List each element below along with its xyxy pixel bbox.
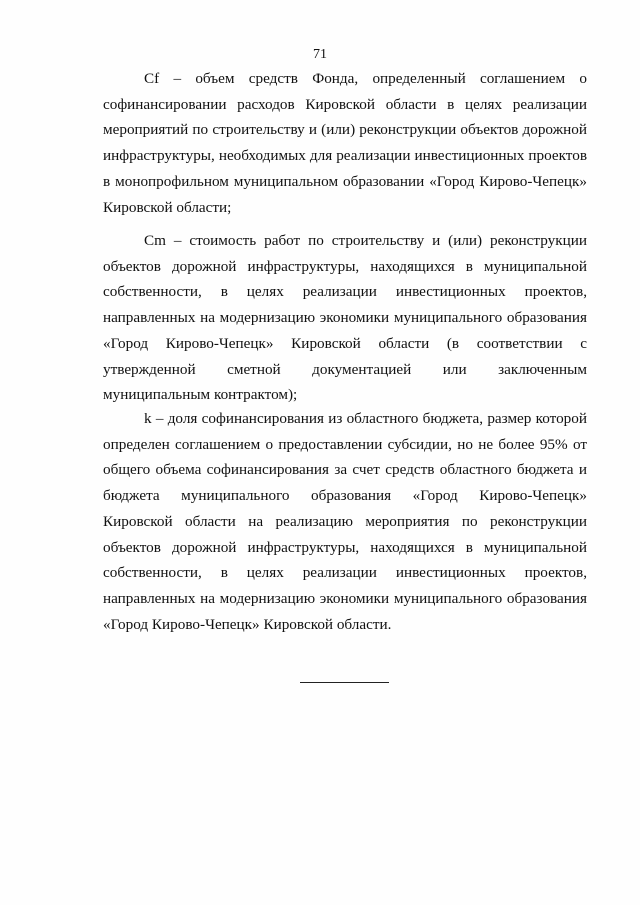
end-of-section-rule: [300, 682, 389, 683]
page-number: 71: [313, 47, 327, 62]
paragraph-cm-definition: Cm – стоимость работ по строительству и (или) реконструкции объектов дорожной инфраструктуры, находящихся в муниципальной собственности, в целях реализации инвестиционных проектов, направленных на модернизацию экономики муниципального образования «Город Кирово-Чепецк» Кировской области (в соответствии с утвержденной сметной документацией или заключенным муниципальным контрактом);: [103, 232, 587, 404]
paragraph-k-definition: k – доля софинансирования из областного бюджета, размер которой определен соглашением о предоставлении субсидии, но не более 95% от общего объема софинансирования за счет средств областного бюджета и бюджета муниципального образования «Город Кирово-Чепецк» Кировской области на реализацию мероприятия по реконструкции объектов дорожной инфраструктуры, находящихся в муниципальной собственности, в целях реализации инвестиционных проектов, направленных на модернизацию экономики муниципального образования «Город Кирово-Чепецк» Кировской области.: [103, 410, 587, 633]
paragraph-cf-definition: Cf – объем средств Фонда, определенный соглашением о софинансировании расходов Кировской области в целях реализации мероприятий по строительству и (или) реконструкции объектов дорожной инфраструктуры, необходимых для реализации инвестиционных проектов в монопрофильном муниципальном образовании «Город Кирово-Чепецк» Кировской области;: [103, 70, 587, 216]
